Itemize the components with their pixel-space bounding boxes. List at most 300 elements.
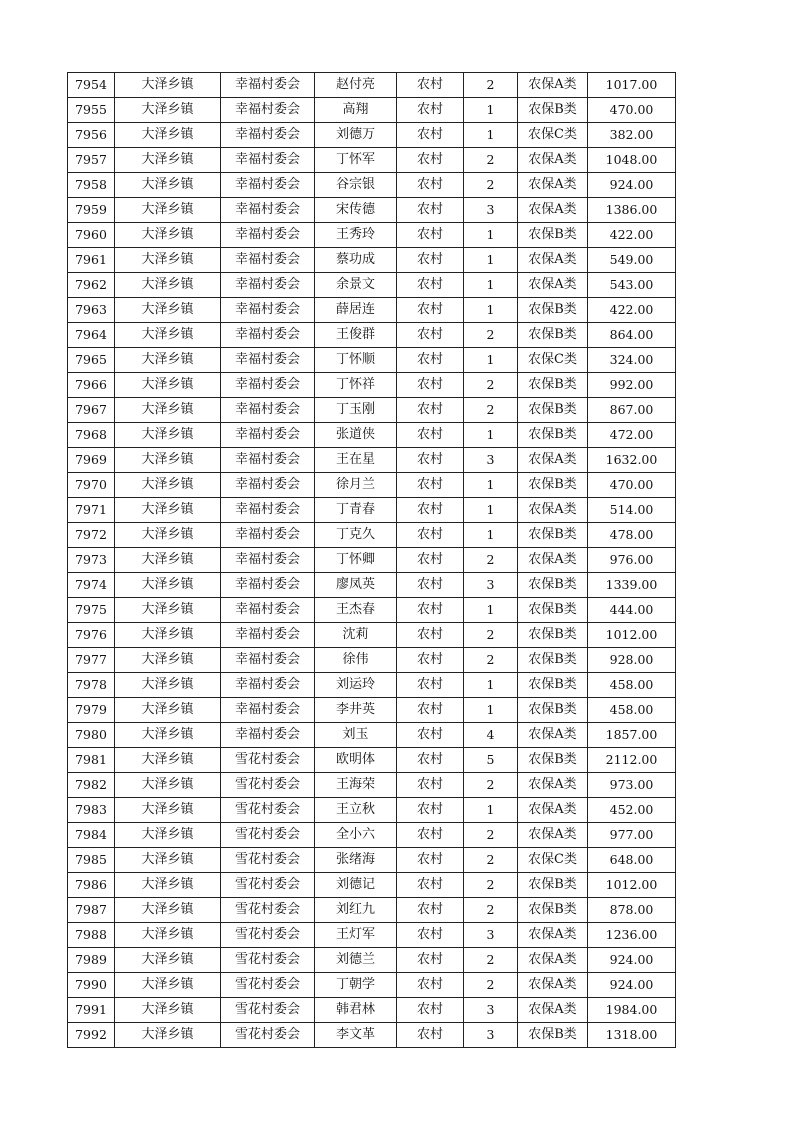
cell-category: 农保A类 xyxy=(518,923,588,948)
cell-name: 全小六 xyxy=(315,823,397,848)
cell-area: 农村 xyxy=(397,798,464,823)
cell-id: 7981 xyxy=(68,748,115,773)
cell-amount: 458.00 xyxy=(588,698,676,723)
cell-category: 农保B类 xyxy=(518,323,588,348)
cell-name: 刘德万 xyxy=(315,123,397,148)
table-row xyxy=(68,723,676,748)
cell-town: 大泽乡镇 xyxy=(115,973,221,998)
cell-village: 幸福村委会 xyxy=(221,398,315,423)
table-row xyxy=(68,323,676,348)
cell-category: 农保B类 xyxy=(518,573,588,598)
cell-count: 1 xyxy=(464,523,518,548)
cell-id: 7966 xyxy=(68,373,115,398)
cell-name: 丁玉刚 xyxy=(315,398,397,423)
cell-amount: 543.00 xyxy=(588,273,676,298)
cell-village: 幸福村委会 xyxy=(221,348,315,373)
cell-village: 幸福村委会 xyxy=(221,573,315,598)
cell-amount: 1017.00 xyxy=(588,73,676,98)
cell-amount: 422.00 xyxy=(588,298,676,323)
cell-id: 7988 xyxy=(68,923,115,948)
cell-area: 农村 xyxy=(397,298,464,323)
cell-amount: 470.00 xyxy=(588,473,676,498)
cell-category: 农保A类 xyxy=(518,498,588,523)
cell-town: 大泽乡镇 xyxy=(115,773,221,798)
table-row xyxy=(68,673,676,698)
cell-count: 3 xyxy=(464,1023,518,1048)
table-row xyxy=(68,623,676,648)
cell-area: 农村 xyxy=(397,173,464,198)
cell-area: 农村 xyxy=(397,648,464,673)
cell-area: 农村 xyxy=(397,448,464,473)
cell-village: 雪花村委会 xyxy=(221,848,315,873)
cell-area: 农村 xyxy=(397,523,464,548)
cell-town: 大泽乡镇 xyxy=(115,323,221,348)
cell-name: 王灯军 xyxy=(315,923,397,948)
cell-name: 高翔 xyxy=(315,98,397,123)
cell-name: 丁朝学 xyxy=(315,973,397,998)
cell-category: 农保B类 xyxy=(518,873,588,898)
cell-area: 农村 xyxy=(397,473,464,498)
cell-count: 1 xyxy=(464,698,518,723)
cell-village: 雪花村委会 xyxy=(221,948,315,973)
cell-category: 农保A类 xyxy=(518,198,588,223)
cell-id: 7983 xyxy=(68,798,115,823)
cell-count: 1 xyxy=(464,673,518,698)
cell-id: 7980 xyxy=(68,723,115,748)
table-row xyxy=(68,698,676,723)
cell-town: 大泽乡镇 xyxy=(115,173,221,198)
cell-village: 幸福村委会 xyxy=(221,273,315,298)
cell-id: 7979 xyxy=(68,698,115,723)
cell-amount: 1012.00 xyxy=(588,623,676,648)
cell-category: 农保A类 xyxy=(518,948,588,973)
cell-id: 7976 xyxy=(68,623,115,648)
cell-category: 农保B类 xyxy=(518,1023,588,1048)
cell-village: 幸福村委会 xyxy=(221,98,315,123)
cell-name: 张道侠 xyxy=(315,423,397,448)
cell-name: 王在星 xyxy=(315,448,397,473)
cell-id: 7957 xyxy=(68,148,115,173)
cell-town: 大泽乡镇 xyxy=(115,873,221,898)
cell-count: 1 xyxy=(464,223,518,248)
cell-id: 7965 xyxy=(68,348,115,373)
cell-id: 7968 xyxy=(68,423,115,448)
cell-name: 刘红九 xyxy=(315,898,397,923)
table-row xyxy=(68,973,676,998)
cell-village: 雪花村委会 xyxy=(221,998,315,1023)
cell-category: 农保C类 xyxy=(518,348,588,373)
cell-amount: 928.00 xyxy=(588,648,676,673)
cell-count: 2 xyxy=(464,773,518,798)
cell-category: 农保B类 xyxy=(518,398,588,423)
table-body xyxy=(68,73,676,1048)
table-row xyxy=(68,923,676,948)
cell-amount: 924.00 xyxy=(588,973,676,998)
table-row xyxy=(68,273,676,298)
cell-name: 丁克久 xyxy=(315,523,397,548)
cell-name: 李文革 xyxy=(315,1023,397,1048)
cell-amount: 478.00 xyxy=(588,523,676,548)
cell-count: 2 xyxy=(464,648,518,673)
cell-area: 农村 xyxy=(397,673,464,698)
table-row xyxy=(68,473,676,498)
cell-category: 农保A类 xyxy=(518,798,588,823)
cell-name: 王杰春 xyxy=(315,598,397,623)
cell-count: 1 xyxy=(464,498,518,523)
cell-category: 农保B类 xyxy=(518,523,588,548)
cell-village: 幸福村委会 xyxy=(221,598,315,623)
cell-village: 雪花村委会 xyxy=(221,873,315,898)
table-row xyxy=(68,298,676,323)
cell-village: 幸福村委会 xyxy=(221,323,315,348)
cell-village: 幸福村委会 xyxy=(221,723,315,748)
cell-amount: 977.00 xyxy=(588,823,676,848)
cell-village: 雪花村委会 xyxy=(221,898,315,923)
cell-amount: 324.00 xyxy=(588,348,676,373)
cell-id: 7958 xyxy=(68,173,115,198)
cell-count: 2 xyxy=(464,973,518,998)
cell-count: 3 xyxy=(464,923,518,948)
cell-town: 大泽乡镇 xyxy=(115,948,221,973)
cell-amount: 878.00 xyxy=(588,898,676,923)
cell-count: 1 xyxy=(464,98,518,123)
cell-category: 农保A类 xyxy=(518,998,588,1023)
cell-area: 农村 xyxy=(397,723,464,748)
cell-village: 雪花村委会 xyxy=(221,773,315,798)
cell-amount: 1236.00 xyxy=(588,923,676,948)
cell-id: 7982 xyxy=(68,773,115,798)
cell-town: 大泽乡镇 xyxy=(115,473,221,498)
cell-id: 7970 xyxy=(68,473,115,498)
table-row xyxy=(68,348,676,373)
table-row xyxy=(68,223,676,248)
cell-village: 幸福村委会 xyxy=(221,523,315,548)
table-row xyxy=(68,498,676,523)
cell-id: 7990 xyxy=(68,973,115,998)
cell-name: 赵付亮 xyxy=(315,73,397,98)
cell-id: 7973 xyxy=(68,548,115,573)
cell-category: 农保B类 xyxy=(518,98,588,123)
cell-village: 幸福村委会 xyxy=(221,148,315,173)
cell-area: 农村 xyxy=(397,498,464,523)
cell-town: 大泽乡镇 xyxy=(115,623,221,648)
cell-area: 农村 xyxy=(397,248,464,273)
cell-id: 7987 xyxy=(68,898,115,923)
table-row xyxy=(68,448,676,473)
cell-town: 大泽乡镇 xyxy=(115,748,221,773)
cell-town: 大泽乡镇 xyxy=(115,923,221,948)
cell-village: 幸福村委会 xyxy=(221,248,315,273)
cell-name: 李井英 xyxy=(315,698,397,723)
table-row xyxy=(68,773,676,798)
cell-area: 农村 xyxy=(397,198,464,223)
cell-name: 谷宗银 xyxy=(315,173,397,198)
cell-town: 大泽乡镇 xyxy=(115,98,221,123)
cell-town: 大泽乡镇 xyxy=(115,248,221,273)
table-row xyxy=(68,198,676,223)
cell-id: 7972 xyxy=(68,523,115,548)
cell-name: 丁怀祥 xyxy=(315,373,397,398)
cell-category: 农保B类 xyxy=(518,423,588,448)
cell-area: 农村 xyxy=(397,773,464,798)
cell-name: 韩君林 xyxy=(315,998,397,1023)
cell-amount: 864.00 xyxy=(588,323,676,348)
cell-village: 雪花村委会 xyxy=(221,1023,315,1048)
cell-name: 余景文 xyxy=(315,273,397,298)
cell-area: 农村 xyxy=(397,923,464,948)
cell-village: 幸福村委会 xyxy=(221,123,315,148)
table-row xyxy=(68,823,676,848)
cell-name: 王立秋 xyxy=(315,798,397,823)
cell-village: 雪花村委会 xyxy=(221,823,315,848)
cell-name: 丁怀军 xyxy=(315,148,397,173)
cell-town: 大泽乡镇 xyxy=(115,273,221,298)
table-row xyxy=(68,998,676,1023)
cell-id: 7971 xyxy=(68,498,115,523)
cell-id: 7964 xyxy=(68,323,115,348)
cell-id: 7956 xyxy=(68,123,115,148)
cell-id: 7959 xyxy=(68,198,115,223)
cell-id: 7961 xyxy=(68,248,115,273)
cell-town: 大泽乡镇 xyxy=(115,523,221,548)
cell-count: 5 xyxy=(464,748,518,773)
cell-count: 1 xyxy=(464,798,518,823)
cell-area: 农村 xyxy=(397,348,464,373)
cell-area: 农村 xyxy=(397,548,464,573)
table-row xyxy=(68,98,676,123)
table-row xyxy=(68,798,676,823)
cell-count: 4 xyxy=(464,723,518,748)
cell-village: 幸福村委会 xyxy=(221,73,315,98)
cell-category: 农保C类 xyxy=(518,848,588,873)
cell-count: 3 xyxy=(464,198,518,223)
cell-id: 7974 xyxy=(68,573,115,598)
cell-town: 大泽乡镇 xyxy=(115,673,221,698)
cell-village: 幸福村委会 xyxy=(221,198,315,223)
cell-id: 7955 xyxy=(68,98,115,123)
cell-area: 农村 xyxy=(397,98,464,123)
cell-amount: 924.00 xyxy=(588,948,676,973)
cell-town: 大泽乡镇 xyxy=(115,198,221,223)
cell-area: 农村 xyxy=(397,148,464,173)
cell-id: 7977 xyxy=(68,648,115,673)
cell-name: 王秀玲 xyxy=(315,223,397,248)
cell-amount: 1048.00 xyxy=(588,148,676,173)
cell-category: 农保A类 xyxy=(518,548,588,573)
cell-count: 2 xyxy=(464,848,518,873)
cell-name: 廖凤英 xyxy=(315,573,397,598)
cell-name: 刘德兰 xyxy=(315,948,397,973)
table-row xyxy=(68,873,676,898)
cell-town: 大泽乡镇 xyxy=(115,698,221,723)
cell-town: 大泽乡镇 xyxy=(115,548,221,573)
cell-category: 农保A类 xyxy=(518,148,588,173)
table-row xyxy=(68,848,676,873)
cell-id: 7969 xyxy=(68,448,115,473)
cell-amount: 458.00 xyxy=(588,673,676,698)
cell-village: 幸福村委会 xyxy=(221,473,315,498)
table-row xyxy=(68,898,676,923)
cell-amount: 976.00 xyxy=(588,548,676,573)
data-table xyxy=(67,72,676,1048)
cell-count: 2 xyxy=(464,173,518,198)
cell-count: 1 xyxy=(464,473,518,498)
cell-count: 2 xyxy=(464,873,518,898)
cell-name: 王俊群 xyxy=(315,323,397,348)
cell-category: 农保B类 xyxy=(518,673,588,698)
cell-id: 7963 xyxy=(68,298,115,323)
cell-area: 农村 xyxy=(397,73,464,98)
cell-village: 幸福村委会 xyxy=(221,498,315,523)
cell-category: 农保B类 xyxy=(518,698,588,723)
cell-town: 大泽乡镇 xyxy=(115,823,221,848)
cell-category: 农保A类 xyxy=(518,173,588,198)
cell-category: 农保B类 xyxy=(518,623,588,648)
table-row xyxy=(68,173,676,198)
table-row xyxy=(68,548,676,573)
cell-id: 7978 xyxy=(68,673,115,698)
cell-count: 2 xyxy=(464,548,518,573)
cell-name: 丁青春 xyxy=(315,498,397,523)
cell-village: 幸福村委会 xyxy=(221,623,315,648)
cell-name: 丁怀卿 xyxy=(315,548,397,573)
cell-area: 农村 xyxy=(397,998,464,1023)
cell-category: 农保B类 xyxy=(518,473,588,498)
cell-town: 大泽乡镇 xyxy=(115,223,221,248)
cell-area: 农村 xyxy=(397,973,464,998)
cell-count: 1 xyxy=(464,273,518,298)
cell-count: 2 xyxy=(464,323,518,348)
cell-town: 大泽乡镇 xyxy=(115,648,221,673)
cell-id: 7960 xyxy=(68,223,115,248)
cell-name: 徐伟 xyxy=(315,648,397,673)
cell-town: 大泽乡镇 xyxy=(115,398,221,423)
cell-village: 雪花村委会 xyxy=(221,798,315,823)
cell-category: 农保A类 xyxy=(518,823,588,848)
cell-town: 大泽乡镇 xyxy=(115,798,221,823)
cell-area: 农村 xyxy=(397,598,464,623)
cell-name: 刘德记 xyxy=(315,873,397,898)
cell-name: 沈莉 xyxy=(315,623,397,648)
cell-id: 7991 xyxy=(68,998,115,1023)
cell-count: 2 xyxy=(464,623,518,648)
cell-amount: 444.00 xyxy=(588,598,676,623)
table-row xyxy=(68,123,676,148)
cell-category: 农保B类 xyxy=(518,898,588,923)
cell-area: 农村 xyxy=(397,123,464,148)
cell-count: 2 xyxy=(464,948,518,973)
cell-id: 7954 xyxy=(68,73,115,98)
cell-count: 3 xyxy=(464,998,518,1023)
table-row xyxy=(68,523,676,548)
table-row xyxy=(68,648,676,673)
cell-category: 农保A类 xyxy=(518,73,588,98)
cell-name: 宋传德 xyxy=(315,198,397,223)
cell-amount: 1318.00 xyxy=(588,1023,676,1048)
cell-town: 大泽乡镇 xyxy=(115,373,221,398)
cell-town: 大泽乡镇 xyxy=(115,573,221,598)
cell-town: 大泽乡镇 xyxy=(115,998,221,1023)
table-row xyxy=(68,373,676,398)
cell-town: 大泽乡镇 xyxy=(115,448,221,473)
cell-amount: 1632.00 xyxy=(588,448,676,473)
cell-village: 幸福村委会 xyxy=(221,173,315,198)
cell-area: 农村 xyxy=(397,273,464,298)
table-row xyxy=(68,398,676,423)
cell-category: 农保A类 xyxy=(518,448,588,473)
table-row xyxy=(68,73,676,98)
cell-name: 张绪海 xyxy=(315,848,397,873)
cell-town: 大泽乡镇 xyxy=(115,298,221,323)
cell-village: 幸福村委会 xyxy=(221,223,315,248)
cell-id: 7986 xyxy=(68,873,115,898)
cell-category: 农保B类 xyxy=(518,598,588,623)
cell-category: 农保A类 xyxy=(518,973,588,998)
cell-name: 刘玉 xyxy=(315,723,397,748)
cell-category: 农保A类 xyxy=(518,773,588,798)
cell-village: 幸福村委会 xyxy=(221,673,315,698)
cell-area: 农村 xyxy=(397,698,464,723)
cell-amount: 422.00 xyxy=(588,223,676,248)
cell-count: 1 xyxy=(464,423,518,448)
cell-town: 大泽乡镇 xyxy=(115,848,221,873)
cell-village: 幸福村委会 xyxy=(221,298,315,323)
cell-village: 幸福村委会 xyxy=(221,548,315,573)
cell-village: 雪花村委会 xyxy=(221,748,315,773)
cell-town: 大泽乡镇 xyxy=(115,1023,221,1048)
cell-town: 大泽乡镇 xyxy=(115,723,221,748)
cell-area: 农村 xyxy=(397,623,464,648)
cell-amount: 514.00 xyxy=(588,498,676,523)
cell-category: 农保C类 xyxy=(518,123,588,148)
cell-amount: 924.00 xyxy=(588,173,676,198)
cell-id: 7992 xyxy=(68,1023,115,1048)
cell-amount: 1857.00 xyxy=(588,723,676,748)
cell-town: 大泽乡镇 xyxy=(115,898,221,923)
cell-category: 农保B类 xyxy=(518,298,588,323)
table-row xyxy=(68,948,676,973)
cell-count: 2 xyxy=(464,148,518,173)
cell-area: 农村 xyxy=(397,948,464,973)
cell-amount: 452.00 xyxy=(588,798,676,823)
cell-area: 农村 xyxy=(397,898,464,923)
cell-category: 农保B类 xyxy=(518,373,588,398)
cell-town: 大泽乡镇 xyxy=(115,498,221,523)
cell-category: 农保B类 xyxy=(518,223,588,248)
cell-village: 雪花村委会 xyxy=(221,923,315,948)
cell-town: 大泽乡镇 xyxy=(115,123,221,148)
cell-town: 大泽乡镇 xyxy=(115,598,221,623)
cell-count: 1 xyxy=(464,248,518,273)
cell-amount: 470.00 xyxy=(588,98,676,123)
cell-id: 7985 xyxy=(68,848,115,873)
cell-count: 3 xyxy=(464,448,518,473)
table-row xyxy=(68,748,676,773)
cell-id: 7962 xyxy=(68,273,115,298)
table-row xyxy=(68,148,676,173)
cell-village: 幸福村委会 xyxy=(221,648,315,673)
cell-amount: 2112.00 xyxy=(588,748,676,773)
cell-amount: 973.00 xyxy=(588,773,676,798)
cell-count: 2 xyxy=(464,398,518,423)
cell-area: 农村 xyxy=(397,373,464,398)
cell-area: 农村 xyxy=(397,398,464,423)
cell-amount: 472.00 xyxy=(588,423,676,448)
table-row xyxy=(68,573,676,598)
cell-name: 丁怀顺 xyxy=(315,348,397,373)
cell-amount: 992.00 xyxy=(588,373,676,398)
cell-area: 农村 xyxy=(397,748,464,773)
